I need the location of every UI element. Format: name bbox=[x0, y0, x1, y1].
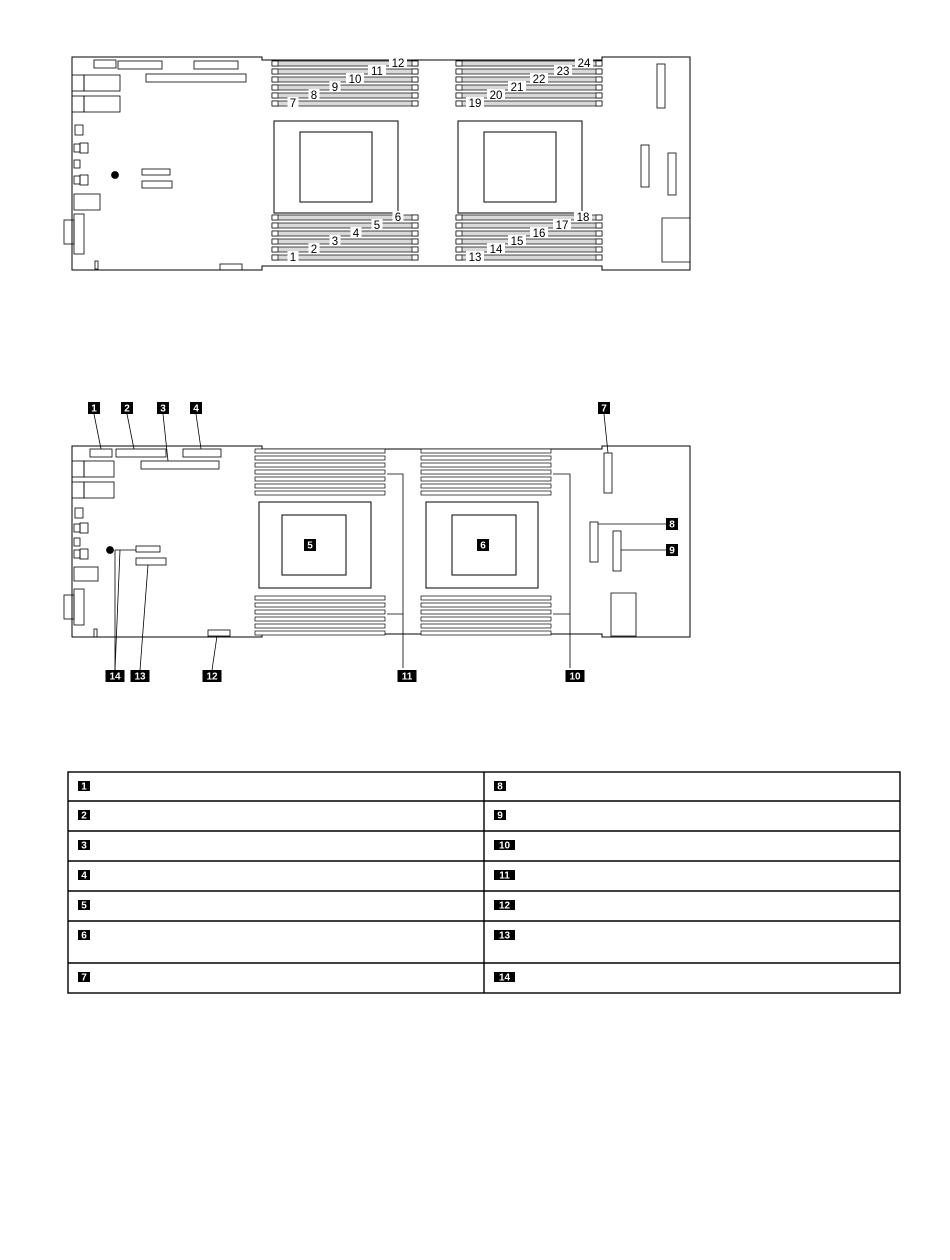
dimm-slot-body bbox=[255, 449, 385, 453]
processor-socket-1 bbox=[274, 121, 398, 213]
dimm-number-label: 23 bbox=[556, 66, 570, 78]
dimm-slot-latch bbox=[272, 93, 278, 98]
callout-number: 13 bbox=[134, 671, 146, 683]
dimm-number-label: 19 bbox=[468, 98, 482, 110]
processor-socket-2 bbox=[458, 121, 582, 213]
dimm-slot-body bbox=[255, 491, 385, 495]
dimm-number-label: 15 bbox=[510, 236, 524, 248]
dimm-slot-body bbox=[255, 631, 385, 635]
callout-number: 9 bbox=[669, 545, 675, 557]
dimm-slot bbox=[255, 491, 385, 495]
dimm-slot-latch bbox=[596, 239, 602, 244]
dimm-number-label: 8 bbox=[310, 90, 318, 102]
dimm-slot-latch bbox=[412, 101, 418, 106]
callout-number: 7 bbox=[601, 403, 607, 415]
dimm-number-label: 10 bbox=[348, 74, 362, 86]
legend-callout-number: 11 bbox=[499, 870, 510, 882]
dimm-slot-latch bbox=[596, 77, 602, 82]
callout-leader bbox=[163, 414, 168, 461]
dimm-slot-body bbox=[272, 77, 418, 82]
dimm-slot bbox=[421, 610, 551, 614]
dimm-slot-latch bbox=[272, 223, 278, 228]
dimm-slot bbox=[421, 624, 551, 628]
dimm-number-label: 16 bbox=[532, 228, 546, 240]
legend-callout-number: 9 bbox=[497, 810, 503, 822]
legend-callout-number: 2 bbox=[81, 810, 87, 822]
dimm-slot-latch bbox=[412, 69, 418, 74]
callout-number: 8 bbox=[669, 519, 675, 531]
legend-callout-number: 6 bbox=[81, 930, 87, 942]
dimm-slot-latch bbox=[412, 247, 418, 252]
callout-leader bbox=[604, 414, 608, 453]
dimm-slot-latch bbox=[596, 247, 602, 252]
callout-number: 11 bbox=[401, 671, 413, 683]
dimm-slot bbox=[421, 463, 551, 467]
dimm-slot-latch bbox=[272, 239, 278, 244]
dimm-slot-latch bbox=[456, 101, 462, 106]
dimm-slot-latch bbox=[456, 69, 462, 74]
dimm-slot bbox=[255, 449, 385, 453]
dimm-slot bbox=[255, 610, 385, 614]
callout-leader bbox=[196, 414, 201, 449]
dimm-slot bbox=[255, 470, 385, 474]
legend-callout-number: 13 bbox=[498, 930, 511, 942]
dimm-number-label: 1 bbox=[289, 252, 297, 264]
legend-callout-number: 10 bbox=[498, 840, 511, 852]
legend-callout-number: 8 bbox=[497, 781, 503, 793]
dimm-slot-latch bbox=[412, 223, 418, 228]
callout-leader bbox=[115, 550, 136, 670]
dimm-slot bbox=[272, 231, 418, 236]
dimm-number-label: 7 bbox=[289, 98, 297, 110]
callout-leader bbox=[127, 414, 134, 449]
dimm-number-label: 22 bbox=[532, 74, 546, 86]
processor-die-1 bbox=[300, 132, 372, 202]
dimm-slot-latch bbox=[412, 85, 418, 90]
dimm-slot-body bbox=[421, 456, 551, 460]
dimm-slot bbox=[456, 239, 602, 244]
figure-2-component-layout bbox=[64, 402, 690, 683]
dimm-slot bbox=[421, 491, 551, 495]
dimm-slot-latch bbox=[456, 223, 462, 228]
callout-leader bbox=[212, 636, 217, 670]
dimm-slot bbox=[255, 484, 385, 488]
dimm-slot-latch bbox=[596, 69, 602, 74]
dimm-number-label: 5 bbox=[373, 220, 381, 232]
dimm-slot-body bbox=[255, 463, 385, 467]
board-outline-2 bbox=[72, 446, 690, 637]
callout-leader bbox=[94, 414, 101, 449]
table-row bbox=[78, 840, 515, 852]
legend-callout-number: 3 bbox=[81, 840, 87, 852]
figure-1-dimm-layout bbox=[64, 57, 690, 270]
dimm-number-label: 12 bbox=[391, 58, 405, 70]
right-connectors-1 bbox=[641, 64, 690, 262]
callout-number: 10 bbox=[569, 671, 581, 683]
dimm-slot-latch bbox=[456, 239, 462, 244]
dimm-slot-latch bbox=[412, 231, 418, 236]
callout-number: 12 bbox=[206, 671, 218, 683]
callout-number: 1 bbox=[91, 403, 97, 415]
dimm-slot-latch bbox=[272, 101, 278, 106]
dimm-slot-latch bbox=[456, 247, 462, 252]
callout-number: 5 bbox=[307, 540, 313, 552]
dimm-slot-body bbox=[421, 463, 551, 467]
dimm-slot bbox=[456, 85, 602, 90]
callouts-figure2 bbox=[88, 402, 678, 683]
dimm-slot bbox=[255, 477, 385, 481]
dimm-slot-latch bbox=[456, 77, 462, 82]
callout-number: 2 bbox=[124, 403, 130, 415]
dimm-slot bbox=[255, 624, 385, 628]
dimm-slot bbox=[456, 231, 602, 236]
dimm-slot-latch bbox=[456, 255, 462, 260]
dimm-slot-latch bbox=[272, 85, 278, 90]
dimm-slot-latch bbox=[596, 85, 602, 90]
dimm-slot bbox=[255, 596, 385, 600]
dimm-slot-body bbox=[421, 484, 551, 488]
dimm-slot-body bbox=[421, 617, 551, 621]
dimm-slot-latch bbox=[596, 223, 602, 228]
dimm-number-label: 14 bbox=[489, 244, 503, 256]
dimm-slot-latch bbox=[412, 239, 418, 244]
dimm-slot-latch bbox=[272, 247, 278, 252]
dimm-slots-figure1 bbox=[272, 61, 602, 260]
dimm-number-label: 3 bbox=[331, 236, 339, 248]
dimm-slot bbox=[421, 477, 551, 481]
dimm-slot-body bbox=[255, 617, 385, 621]
dimm-slot-latch bbox=[272, 61, 278, 66]
dimm-slot bbox=[456, 77, 602, 82]
dimm-slot-latch bbox=[456, 85, 462, 90]
dimm-number-label: 20 bbox=[489, 90, 503, 102]
dimm-slot-latch bbox=[596, 101, 602, 106]
dimm-slot-latch bbox=[596, 215, 602, 220]
legend-callout-number: 14 bbox=[498, 972, 511, 984]
dimm-slot-latch bbox=[596, 61, 602, 66]
right-connectors-2 bbox=[590, 453, 636, 636]
dimm-number-label: 24 bbox=[577, 58, 591, 70]
dimm-slot-latch bbox=[412, 61, 418, 66]
dimm-slot-body bbox=[255, 624, 385, 628]
dimm-slot-body bbox=[272, 231, 418, 236]
dimm-slot bbox=[421, 470, 551, 474]
dimm-slot bbox=[421, 484, 551, 488]
dimm-slot-latch bbox=[596, 255, 602, 260]
dimm-slot-body bbox=[255, 603, 385, 607]
dimm-slot-body bbox=[456, 77, 602, 82]
table-row bbox=[78, 870, 515, 882]
dimm-slot-latch bbox=[456, 231, 462, 236]
dimm-slot-latch bbox=[596, 93, 602, 98]
dimm-slot bbox=[421, 449, 551, 453]
dimm-slot-latch bbox=[412, 77, 418, 82]
dimm-number-label: 4 bbox=[352, 228, 360, 240]
dimm-slot-body bbox=[421, 477, 551, 481]
dimm-number-label: 18 bbox=[576, 212, 590, 224]
dimm-slot bbox=[421, 631, 551, 635]
callout-leader bbox=[140, 565, 148, 670]
legend-callout-number: 1 bbox=[81, 781, 87, 793]
dimm-slot bbox=[272, 239, 418, 244]
dimm-slot-body bbox=[272, 239, 418, 244]
dimm-slot-latch bbox=[456, 61, 462, 66]
processor-die-2 bbox=[484, 132, 556, 202]
legend-callout-number: 4 bbox=[81, 870, 87, 882]
dimm-slot-body bbox=[421, 624, 551, 628]
callout-number: 3 bbox=[160, 403, 166, 415]
dimm-slot-body bbox=[255, 477, 385, 481]
dimm-slot bbox=[255, 631, 385, 635]
dimm-slot-body bbox=[421, 610, 551, 614]
dimm-number-label: 6 bbox=[394, 212, 402, 224]
callout-number: 14 bbox=[109, 671, 121, 683]
dimm-slot-body bbox=[421, 470, 551, 474]
dimm-slot-body bbox=[456, 239, 602, 244]
legend-table bbox=[68, 772, 900, 993]
dimm-slot bbox=[421, 603, 551, 607]
dimm-slot-latch bbox=[272, 231, 278, 236]
dimm-slots-figure2 bbox=[255, 449, 570, 668]
table-row bbox=[78, 810, 506, 822]
dimm-slot bbox=[421, 617, 551, 621]
dimm-slot-latch bbox=[456, 215, 462, 220]
dimm-slot-body bbox=[255, 596, 385, 600]
dimm-slot-body bbox=[456, 231, 602, 236]
dimm-slot-body bbox=[421, 596, 551, 600]
dimm-slot-body bbox=[421, 603, 551, 607]
dimm-slot bbox=[255, 456, 385, 460]
dimm-slot-body bbox=[421, 449, 551, 453]
callout-number: 4 bbox=[193, 403, 199, 415]
dimm-slot-body bbox=[255, 610, 385, 614]
table-row bbox=[78, 781, 506, 793]
dimm-slot-body bbox=[255, 470, 385, 474]
callout-leader bbox=[115, 550, 120, 670]
dimm-slot-latch bbox=[272, 69, 278, 74]
dimm-number-label: 2 bbox=[310, 244, 318, 256]
callout-number: 6 bbox=[480, 540, 486, 552]
legend-callout-number: 7 bbox=[81, 972, 87, 984]
dimm-number-label: 9 bbox=[331, 82, 339, 94]
dimm-slot-latch bbox=[412, 93, 418, 98]
dimm-slot bbox=[255, 463, 385, 467]
dimm-slot-latch bbox=[272, 215, 278, 220]
dimm-slot-body bbox=[255, 484, 385, 488]
callout-leader-11 bbox=[387, 474, 403, 668]
dimm-slot-latch bbox=[412, 215, 418, 220]
dimm-slot-latch bbox=[272, 77, 278, 82]
dimm-number-label: 13 bbox=[468, 252, 482, 264]
dimm-slot-body bbox=[421, 631, 551, 635]
dimm-slot-latch bbox=[596, 231, 602, 236]
callout-leader-10 bbox=[553, 474, 570, 668]
table-row bbox=[78, 930, 515, 942]
dimm-slot bbox=[421, 456, 551, 460]
dimm-slot-body bbox=[421, 491, 551, 495]
dimm-slot-body bbox=[456, 85, 602, 90]
dimm-slot-body bbox=[255, 456, 385, 460]
dimm-slot-latch bbox=[412, 255, 418, 260]
dimm-slot-body bbox=[272, 85, 418, 90]
dimm-slot bbox=[255, 617, 385, 621]
legend-callout-number: 12 bbox=[498, 900, 511, 912]
dimm-slot bbox=[421, 596, 551, 600]
dimm-number-label: 17 bbox=[555, 220, 569, 232]
legend-callout-number: 5 bbox=[81, 900, 87, 912]
dimm-number-label: 21 bbox=[510, 82, 524, 94]
dimm-slot-latch bbox=[456, 93, 462, 98]
dimm-number-label: 11 bbox=[371, 66, 383, 78]
top-connectors-1 bbox=[94, 60, 246, 270]
dimm-slot bbox=[272, 85, 418, 90]
dimm-slot bbox=[272, 77, 418, 82]
table-row bbox=[78, 972, 515, 984]
dimm-slot-latch bbox=[272, 255, 278, 260]
dimm-slot bbox=[255, 603, 385, 607]
table-row bbox=[78, 900, 515, 912]
